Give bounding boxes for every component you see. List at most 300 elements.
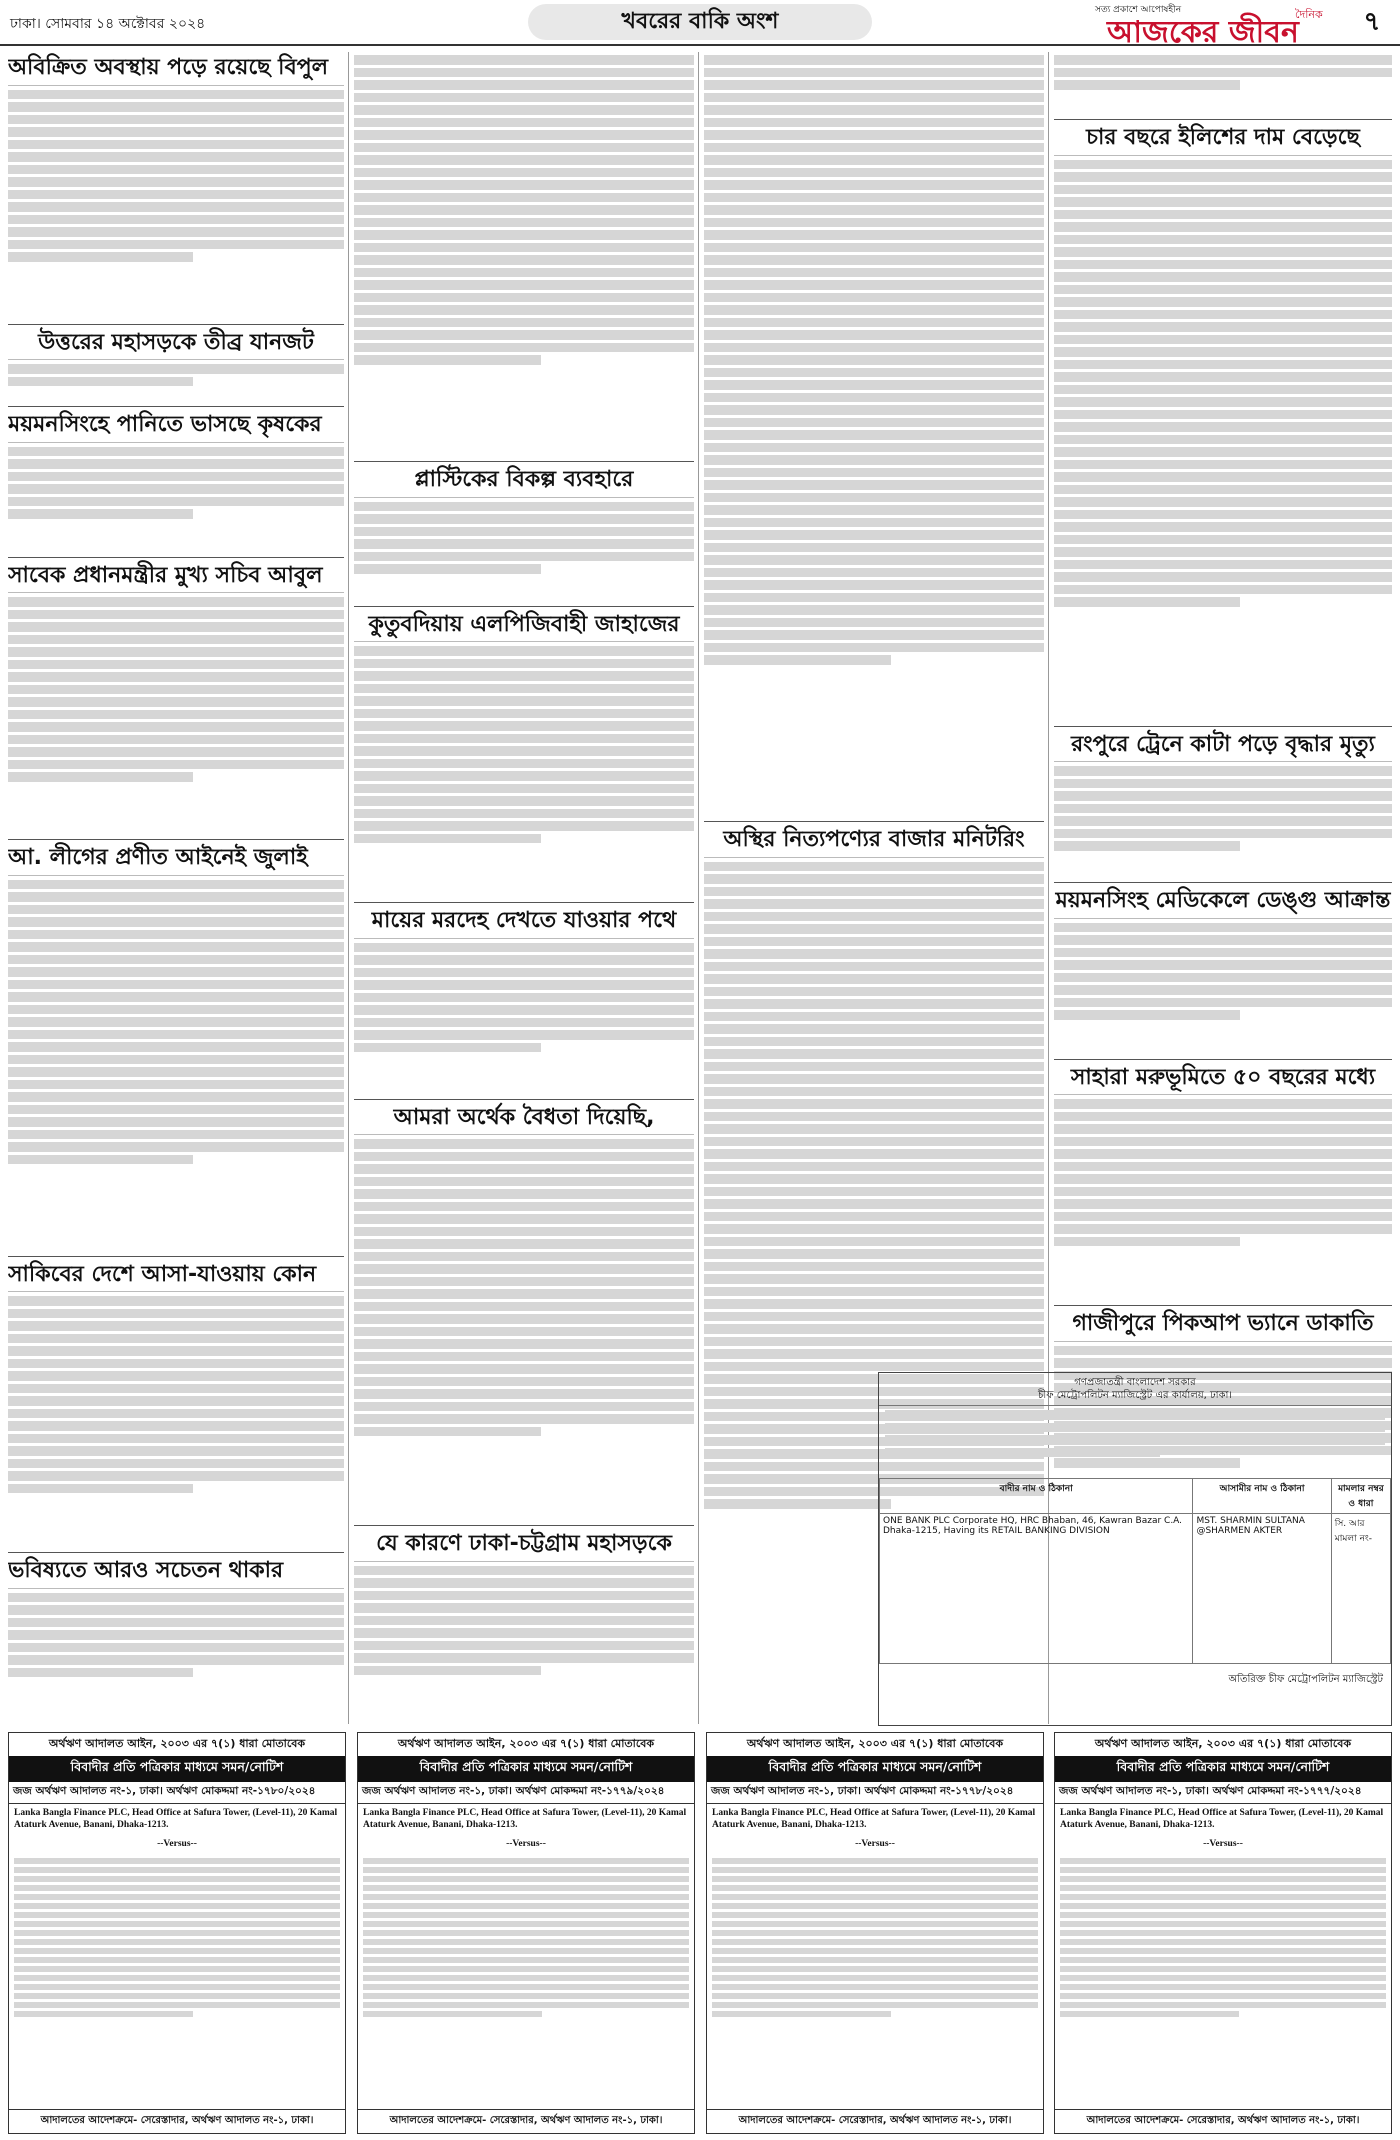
article-body [8,1296,344,1546]
text-line-placeholder [354,1603,694,1613]
ad-plaintiff: Lanka Bangla Finance PLC, Head Office at Safura Tower, (Level-11), 20 Kamal Ataturk Avenue, Banani, Dhaka-1213. [1060,1808,1384,1831]
article-body [8,364,344,400]
text-line-placeholder [354,980,694,990]
text-line-placeholder [885,1435,1385,1445]
article-continued [354,55,694,455]
text-line-placeholder [704,468,1044,478]
text-line-placeholder [354,130,694,140]
ad-plaintiff: Lanka Bangla Finance PLC, Head Office at Safura Tower, (Level-11), 20 Kamal Ataturk Avenue, Banani, Dhaka-1213. [14,1808,338,1831]
text-line-placeholder [1060,2002,1386,2008]
text-line-placeholder [8,1092,344,1102]
text-line-placeholder [14,1948,340,1954]
text-line-placeholder [354,343,694,353]
text-line-placeholder [8,472,344,482]
text-line-placeholder [354,268,694,278]
text-line-placeholder [712,1894,1038,1900]
text-line-placeholder [8,622,344,632]
article [8,1256,344,1547]
court-notice [878,1372,1392,1726]
text-line-placeholder [8,190,344,200]
text-line-placeholder [363,1903,689,1909]
article [8,557,344,834]
text-line-placeholder [8,1630,344,1640]
text-line-placeholder [14,1858,340,1864]
text-line-placeholder [1054,923,1392,933]
text-line-placeholder [1060,1957,1386,1963]
text-line-placeholder [704,1362,1044,1372]
legal-notice-ad [706,1732,1044,2134]
ad-act: অর্থঋণ আদালত আইন, ২০০৩ এর ৭(১) ধারা মোতাবেক [746,1737,1004,1750]
text-line-placeholder [363,2011,542,2017]
text-line-placeholder [14,1984,340,1990]
text-line-placeholder [363,1912,689,1918]
text-line-placeholder [354,1030,694,1040]
text-line-placeholder [1060,1894,1386,1900]
text-line-placeholder [8,165,344,175]
text-line-placeholder [8,1655,344,1665]
text-line-placeholder [8,1643,344,1653]
text-line-placeholder [354,784,694,794]
text-line-placeholder [354,1164,694,1174]
text-line-placeholder [8,1030,344,1040]
text-line-placeholder [8,905,344,915]
ad-court: জজ অর্থঋণ আদালত নং-১, ঢাকা। অর্থঋণ মোকদ্দমা নং-১৭৭৮/২০২৪ [707,1782,1043,1804]
text-line-placeholder [354,1152,694,1162]
text-line-placeholder [354,734,694,744]
text-line-placeholder [1054,1010,1240,1020]
text-line-placeholder [1054,297,1392,307]
text-line-placeholder [8,1371,344,1381]
text-line-placeholder [8,1446,344,1456]
text-line-placeholder [8,202,344,212]
text-line-placeholder [704,530,1044,540]
text-line-placeholder [704,243,1044,253]
text-line-placeholder [1054,372,1392,382]
section-title: খবরের বাকি অংশ [528,4,872,40]
text-line-placeholder [704,1037,1044,1047]
text-line-placeholder [704,1274,1044,1284]
text-line-placeholder [8,1421,344,1431]
text-line-placeholder [8,252,193,262]
text-line-placeholder [704,1024,1044,1034]
text-line-placeholder [1054,1212,1392,1222]
text-line-placeholder [704,655,891,665]
text-line-placeholder [354,93,694,103]
text-line-placeholder [1054,829,1392,839]
ad-title: বিবাদীর প্রতি পত্রিকার মাধ্যমে সমন/নোটিশ [9,1756,345,1782]
text-line-placeholder [1054,460,1392,470]
text-line-placeholder [8,90,344,100]
text-line-placeholder [354,646,694,656]
text-line-placeholder [704,974,1044,984]
text-line-placeholder [704,1212,1044,1222]
text-line-placeholder [704,255,1044,265]
text-line-placeholder [14,1993,340,1999]
text-line-placeholder [704,155,1044,165]
text-line-placeholder [8,917,344,927]
text-line-placeholder [354,1239,694,1249]
text-line-placeholder [1054,1346,1392,1356]
text-line-placeholder [1060,1948,1386,1954]
text-line-placeholder [1054,197,1392,207]
article-headline: অস্থির নিত্যপণ্যের বাজার মনিটরিং [704,821,1044,858]
text-line-placeholder [354,527,694,537]
logo-tagline: সত্য প্রকাশে আপোষহীন [1095,5,1182,15]
article-headline: সাহারা মরুভূমিতে ৫০ বছরের মধ্যে [1054,1059,1392,1096]
legal-notice-ad [357,1732,695,2134]
text-line-placeholder [704,1324,1044,1334]
text-line-placeholder [8,1142,344,1152]
text-line-placeholder [704,924,1044,934]
text-line-placeholder [8,930,344,940]
text-line-placeholder [8,1105,344,1115]
text-line-placeholder [354,118,694,128]
text-line-placeholder [1054,172,1392,182]
text-line-placeholder [704,1137,1044,1147]
text-line-placeholder [1054,841,1240,851]
text-line-placeholder [712,1993,1038,1999]
article-headline: গাজীপুরে পিকআপ ভ্যানে ডাকাতি [1054,1305,1392,1342]
ad-title: বিবাদীর প্রতি পত্রিকার মাধ্যমে সমন/নোটিশ [358,1756,694,1782]
legal-notice-ad [8,1732,346,2134]
column-2 [354,52,694,1724]
text-line-placeholder [354,180,694,190]
text-line-placeholder [704,293,1044,303]
text-line-placeholder [8,685,344,695]
text-line-placeholder [704,1124,1044,1134]
text-line-placeholder [354,68,694,78]
logo-daily: দৈনিক [1295,8,1323,21]
text-line-placeholder [1054,385,1392,395]
text-line-placeholder [8,697,344,707]
text-line-placeholder [8,1055,344,1065]
article-headline: অবিক্রিত অবস্থায় পড়ে রয়েছে বিপুল [8,54,344,86]
ad-versus: --Versus-- [506,1838,546,1849]
text-line-placeholder [1054,791,1392,801]
text-line-placeholder [704,937,1044,947]
text-line-placeholder [354,1402,694,1412]
ad-footer: আদালতের আদেশক্রমে- সেরেস্তাদার, অর্থঋণ আদালত নং-১, ঢাকা। [358,2109,694,2133]
text-line-placeholder [354,143,694,153]
text-line-placeholder [8,735,344,745]
text-line-placeholder [354,355,541,365]
text-line-placeholder [354,564,541,574]
text-line-placeholder [1054,397,1392,407]
text-line-placeholder [354,796,694,806]
text-line-placeholder [704,630,1044,640]
text-line-placeholder [354,1018,694,1028]
text-line-placeholder [354,1578,694,1588]
text-line-placeholder [1054,235,1392,245]
text-line-placeholder [354,293,694,303]
text-line-placeholder [704,618,1044,628]
text-line-placeholder [354,105,694,115]
article-headline: আ. লীগের প্রণীত আইনেই জুলাই [8,839,344,876]
text-line-placeholder [14,1939,340,1945]
text-line-placeholder [704,505,1044,515]
text-line-placeholder [354,696,694,706]
text-line-placeholder [704,1162,1044,1172]
text-line-placeholder [8,955,344,965]
table-header-row [880,1479,1391,1514]
text-line-placeholder [1054,597,1240,607]
court-notice-body [879,1410,1391,1474]
legal-notice-ad [1054,1732,1392,2134]
text-line-placeholder [1054,435,1392,445]
ad-act: অর্থঋণ আদালত আইন, ২০০৩ এর ৭(১) ধারা মোতাবেক [48,1737,306,1750]
text-line-placeholder [8,1618,344,1628]
text-line-placeholder [354,943,694,953]
text-line-placeholder [1060,1930,1386,1936]
text-line-placeholder [704,1287,1044,1297]
text-line-placeholder [354,205,694,215]
article-headline: উত্তরের মহাসড়কে তীব্র যানজট [8,324,344,361]
text-line-placeholder [8,1384,344,1394]
text-line-placeholder [704,80,1044,90]
text-line-placeholder [712,1957,1038,1963]
text-line-placeholder [704,580,1044,590]
text-line-placeholder [354,1189,694,1199]
text-line-placeholder [8,1668,193,1678]
text-line-placeholder [712,1930,1038,1936]
article-body [8,597,344,833]
text-line-placeholder [1054,985,1392,995]
text-line-placeholder [354,821,694,831]
text-line-placeholder [14,2011,193,2017]
text-line-placeholder [8,497,344,507]
article-body [354,502,694,600]
text-line-placeholder [885,1448,1160,1458]
text-line-placeholder [8,140,344,150]
text-line-placeholder [363,1921,689,1927]
text-line-placeholder [712,1876,1038,1882]
article-headline: কুতুবদিয়ায় এলপিজিবাহী জাহাজের [354,606,694,643]
column-divider [698,52,699,1724]
text-line-placeholder [8,610,344,620]
text-line-placeholder [1060,1885,1386,1891]
text-line-placeholder [704,330,1044,340]
text-line-placeholder [1054,422,1392,432]
text-line-placeholder [712,1867,1038,1873]
text-line-placeholder [8,722,344,732]
text-line-placeholder [354,809,694,819]
article-body [354,55,694,455]
text-line-placeholder [1054,68,1392,78]
text-line-placeholder [704,1262,1044,1272]
text-line-placeholder [704,949,1044,959]
ad-footer: আদালতের আদেশক্রমে- সেরেস্তাদার, অর্থঋণ আদালত নং-১, ঢাকা। [1055,2109,1391,2133]
text-line-placeholder [1054,804,1392,814]
ad-act: অর্থঋণ আদালত আইন, ২০০৩ এর ৭(১) ধারা মোতাবেক [1094,1737,1352,1750]
text-line-placeholder [885,1410,1385,1420]
text-line-placeholder [354,1277,694,1287]
text-line-placeholder [712,1948,1038,1954]
article-body [1054,923,1392,1053]
article-headline: ময়মনসিংহ মেডিকেলে ডেঙ্গু আক্রান্ত [1054,882,1392,919]
text-line-placeholder [704,480,1044,490]
article [1054,726,1392,877]
text-line-placeholder [704,205,1044,215]
text-line-placeholder [712,1858,1038,1864]
article-body [8,447,344,551]
text-line-placeholder [354,1666,541,1676]
article-headline: আমরা অর্থেক বৈধতা দিয়েছি, [354,1099,694,1136]
text-line-placeholder [354,993,694,1003]
text-line-placeholder [704,105,1044,115]
text-line-placeholder [704,862,1044,872]
text-line-placeholder [1054,535,1392,545]
article-body [8,880,344,1250]
text-line-placeholder [704,962,1044,972]
page-number: ৭ [1363,7,1381,37]
text-line-placeholder [704,1062,1044,1072]
text-line-placeholder [8,127,344,137]
ad-body [358,1853,694,2077]
text-line-placeholder [14,2002,340,2008]
article-headline: মায়ের মরদেহ দেখতে যাওয়ার পথে [354,902,694,939]
article [354,1525,694,1716]
text-line-placeholder [354,1389,694,1399]
text-line-placeholder [1060,1903,1386,1909]
text-line-placeholder [1054,160,1392,170]
text-line-placeholder [354,671,694,681]
text-line-placeholder [1054,948,1392,958]
text-line-placeholder [363,1984,689,1990]
text-line-placeholder [1054,447,1392,457]
text-line-placeholder [8,772,193,782]
text-line-placeholder [1054,472,1392,482]
text-line-placeholder [14,1867,340,1873]
text-line-placeholder [354,502,694,512]
text-line-placeholder [1054,360,1392,370]
text-line-placeholder [1054,310,1392,320]
article [1054,119,1392,720]
ad-court: জজ অর্থঋণ আদালত নং-১, ঢাকা। অর্থঋণ মোকদ্দমা নং-১৭৮০/২০২৪ [9,1782,345,1804]
ad-versus: --Versus-- [855,1838,895,1849]
text-line-placeholder [8,980,344,990]
text-line-placeholder [8,942,344,952]
text-line-placeholder [1054,322,1392,332]
legal-notices-strip [8,1732,1392,2132]
text-line-placeholder [1054,1099,1392,1109]
text-line-placeholder [704,568,1044,578]
text-line-placeholder [704,1049,1044,1059]
text-line-placeholder [14,1975,340,1981]
text-line-placeholder [354,955,694,965]
text-line-placeholder [704,1337,1044,1347]
text-line-placeholder [14,1894,340,1900]
text-line-placeholder [1054,510,1392,520]
text-line-placeholder [354,218,694,228]
text-line-placeholder [354,684,694,694]
article-headline: রংপুরে ট্রেনে কাটা পড়ে বৃদ্ধার মৃত্যু [1054,726,1392,763]
text-line-placeholder [354,168,694,178]
text-line-placeholder [704,1224,1044,1234]
text-line-placeholder [1060,1876,1386,1882]
text-line-placeholder [1054,1174,1392,1184]
text-line-placeholder [704,355,1044,365]
text-line-placeholder [8,1471,344,1481]
text-line-placeholder [712,1966,1038,1972]
table-header-cell: আসামীর নাম ও ঠিকানা [1193,1479,1331,1514]
text-line-placeholder [354,1628,694,1638]
article [354,902,694,1093]
text-line-placeholder [1054,285,1392,295]
text-line-placeholder [363,1948,689,1954]
text-line-placeholder [354,155,694,165]
text-line-placeholder [8,152,344,162]
article-body [1054,1099,1392,1299]
text-line-placeholder [354,1139,694,1149]
text-line-placeholder [704,874,1044,884]
text-line-placeholder [704,887,1044,897]
text-line-placeholder [1054,973,1392,983]
text-line-placeholder [1054,1124,1392,1134]
ad-body [707,1853,1043,2077]
text-line-placeholder [354,659,694,669]
text-line-placeholder [1054,560,1392,570]
column-1 [8,52,344,1724]
text-line-placeholder [354,514,694,524]
text-line-placeholder [8,1459,344,1469]
text-line-placeholder [704,1237,1044,1247]
text-line-placeholder [8,1359,344,1369]
article-body [1054,766,1392,876]
text-line-placeholder [363,1993,689,1999]
text-line-placeholder [1054,1187,1392,1197]
text-line-placeholder [1060,1966,1386,1972]
text-line-placeholder [354,305,694,315]
text-line-placeholder [363,1939,689,1945]
text-line-placeholder [704,343,1044,353]
text-line-placeholder [704,1087,1044,1097]
text-line-placeholder [704,987,1044,997]
text-line-placeholder [8,1434,344,1444]
ad-court: জজ অর্থঋণ আদালত নং-১, ঢাকা। অর্থঋণ মোকদ্দমা নং-১৭৭৭/২০২৪ [1055,1782,1391,1804]
ad-act: অর্থঋণ আদালত আইন, ২০০৩ এর ৭(১) ধারা মোতাবেক [397,1737,655,1750]
text-line-placeholder [8,635,344,645]
text-line-placeholder [14,1903,340,1909]
text-line-placeholder [363,1966,689,1972]
ad-versus: --Versus-- [157,1838,197,1849]
text-line-placeholder [354,318,694,328]
text-line-placeholder [704,1174,1044,1184]
text-line-placeholder [1054,585,1392,595]
article-body [354,1566,694,1716]
logo-name: আজকের জীবন [1107,15,1299,50]
text-line-placeholder [8,1593,344,1603]
text-line-placeholder [704,999,1044,1009]
text-line-placeholder [704,130,1044,140]
article-body [8,1593,344,1713]
text-line-placeholder [1054,1112,1392,1122]
text-line-placeholder [354,1641,694,1651]
text-line-placeholder [363,1957,689,1963]
text-line-placeholder [354,539,694,549]
text-line-placeholder [1054,485,1392,495]
text-line-placeholder [1054,247,1392,257]
text-line-placeholder [712,1903,1038,1909]
text-line-placeholder [8,1017,344,1027]
text-line-placeholder [712,1984,1038,1990]
article [1054,882,1392,1053]
text-line-placeholder [354,1177,694,1187]
text-line-placeholder [1060,1993,1386,1999]
text-line-placeholder [1060,1975,1386,1981]
text-line-placeholder [1060,1921,1386,1927]
text-line-placeholder [8,1117,344,1127]
text-line-placeholder [363,1858,689,1864]
